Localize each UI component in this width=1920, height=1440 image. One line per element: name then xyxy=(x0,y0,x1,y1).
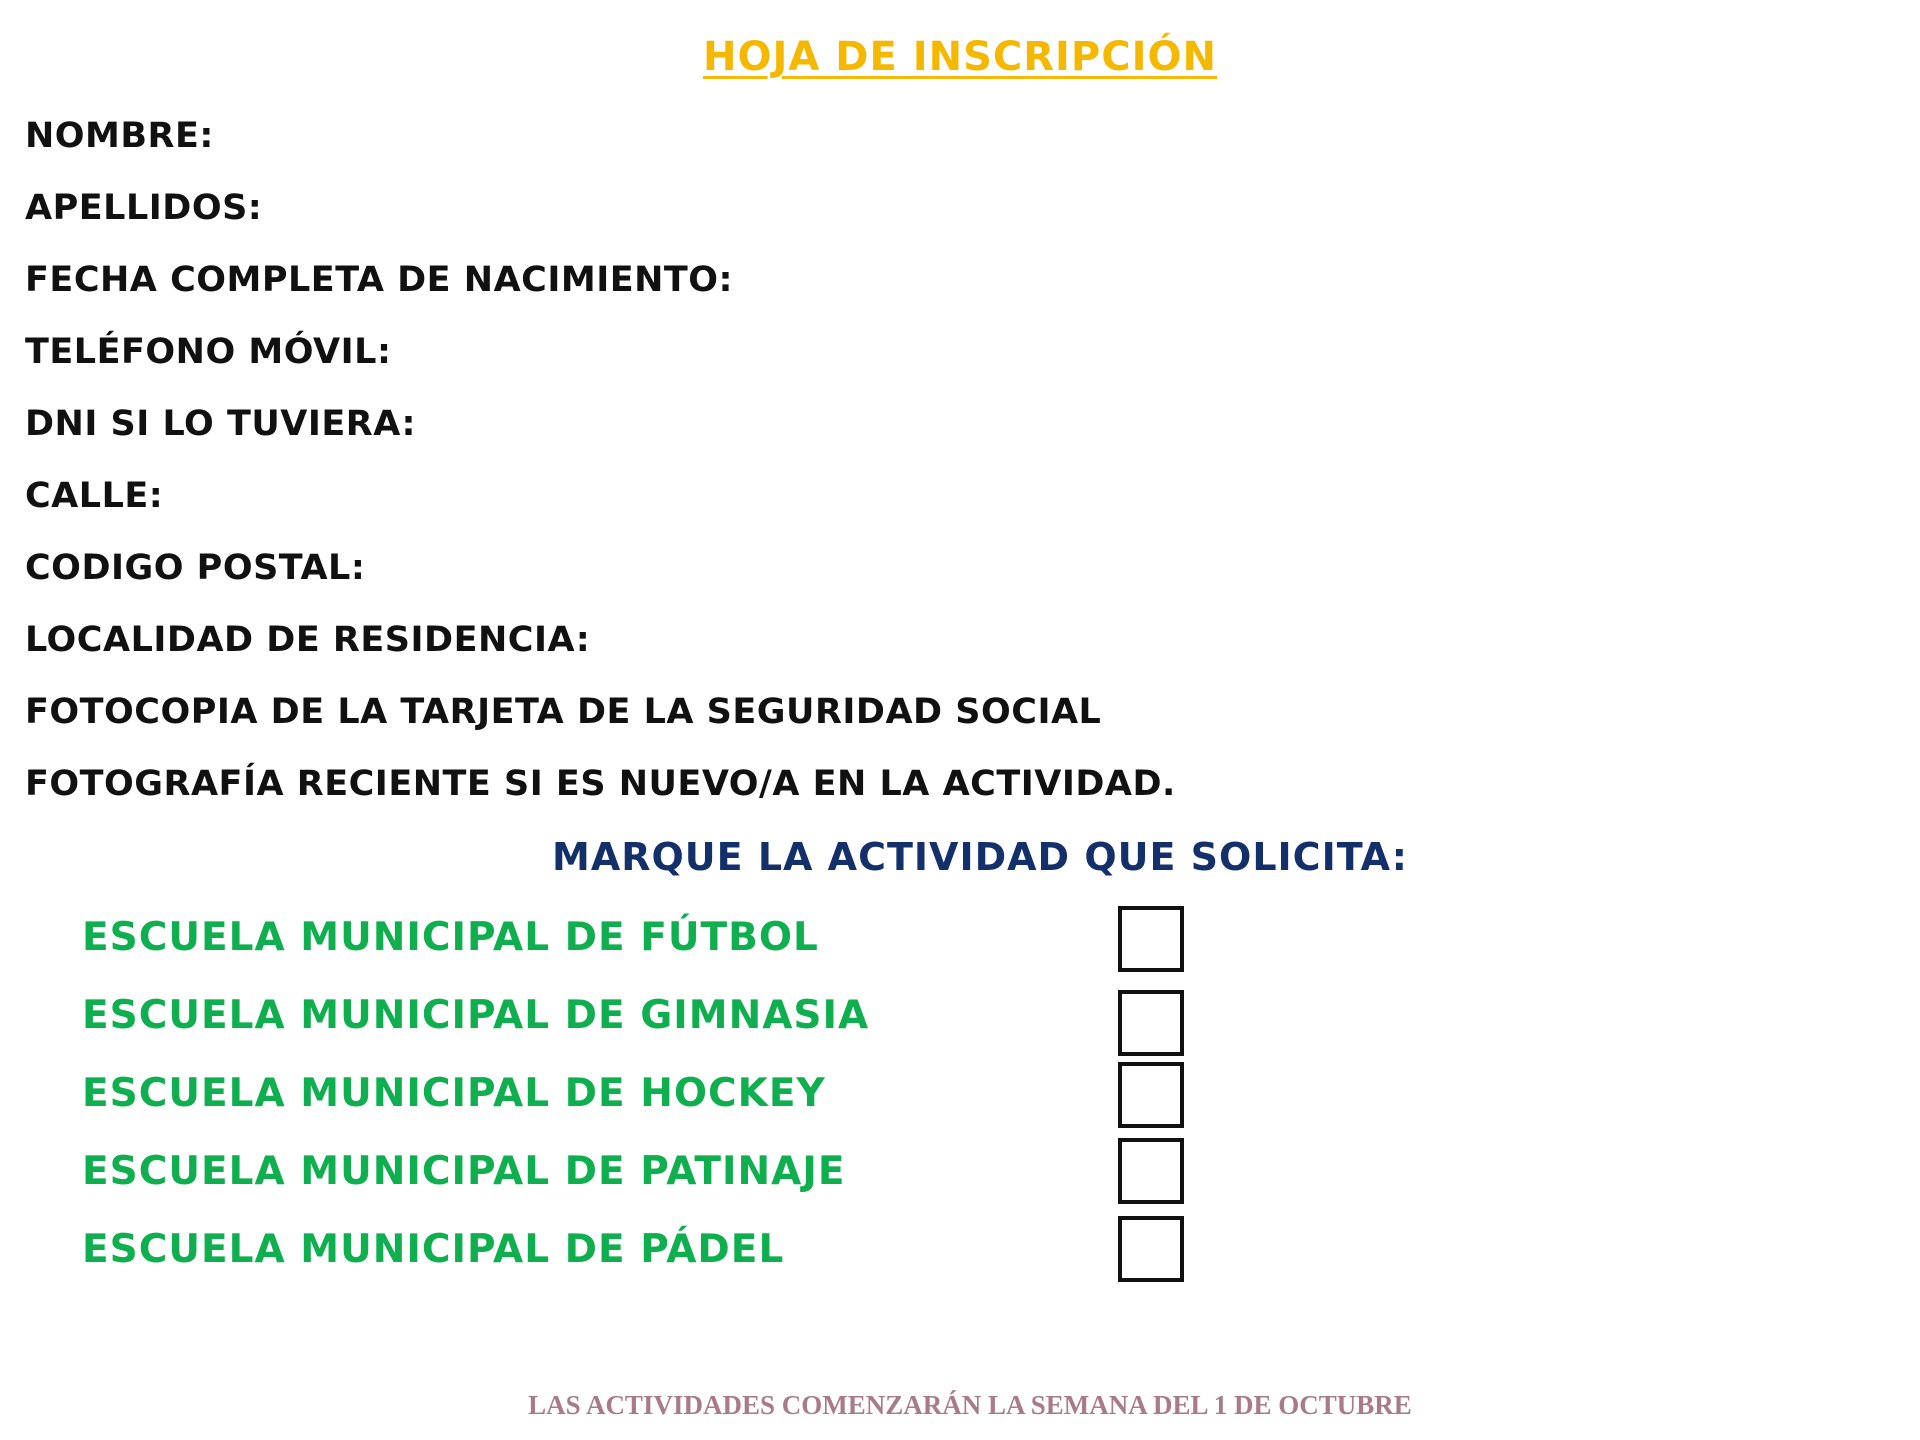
requirement-seguridad-social: FOTOCOPIA DE LA TARJETA DE LA SEGURIDAD SOCIAL xyxy=(25,692,1102,732)
checkbox-padel[interactable] xyxy=(1118,1216,1184,1282)
activity-label-futbol: ESCUELA MUNICIPAL DE FÚTBOL xyxy=(82,915,819,960)
field-calle-label: CALLE: xyxy=(25,476,164,516)
field-localidad-label: LOCALIDAD DE RESIDENCIA: xyxy=(25,620,591,660)
field-dni-label: DNI SI LO TUVIERA: xyxy=(25,404,416,444)
personal-data-fields xyxy=(25,112,1176,832)
field-telefono-label: TELÉFONO MÓVIL: xyxy=(25,332,392,372)
field-fecha-nacimiento-label: FECHA COMPLETA DE NACIMIENTO: xyxy=(25,260,734,300)
form-title: HOJA DE INSCRIPCIÓN xyxy=(703,34,1217,80)
checkbox-patinaje[interactable] xyxy=(1118,1138,1184,1204)
activity-label-patinaje: ESCUELA MUNICIPAL DE PATINAJE xyxy=(82,1149,846,1194)
activity-label-padel: ESCUELA MUNICIPAL DE PÁDEL xyxy=(82,1227,785,1272)
field-codigo-postal-label: CODIGO POSTAL: xyxy=(25,548,366,588)
activity-prompt: MARQUE LA ACTIVIDAD QUE SOLICITA: xyxy=(552,835,1408,879)
activity-label-gimnasia: ESCUELA MUNICIPAL DE GIMNASIA xyxy=(82,993,870,1038)
checkbox-hockey[interactable] xyxy=(1118,1062,1184,1128)
field-nombre-label: NOMBRE: xyxy=(25,116,214,156)
field-apellidos-label: APELLIDOS: xyxy=(25,188,263,228)
checkbox-gimnasia[interactable] xyxy=(1118,990,1184,1056)
activity-label-hockey: ESCUELA MUNICIPAL DE HOCKEY xyxy=(82,1071,826,1116)
checkbox-futbol[interactable] xyxy=(1118,906,1184,972)
requirement-fotografia: FOTOGRAFÍA RECIENTE SI ES NUEVO/A EN LA ACTIVIDAD. xyxy=(25,764,1176,804)
start-date-notice: LAS ACTIVIDADES COMENZARÁN LA SEMANA DEL 1 DE OCTUBRE xyxy=(528,1390,1412,1420)
